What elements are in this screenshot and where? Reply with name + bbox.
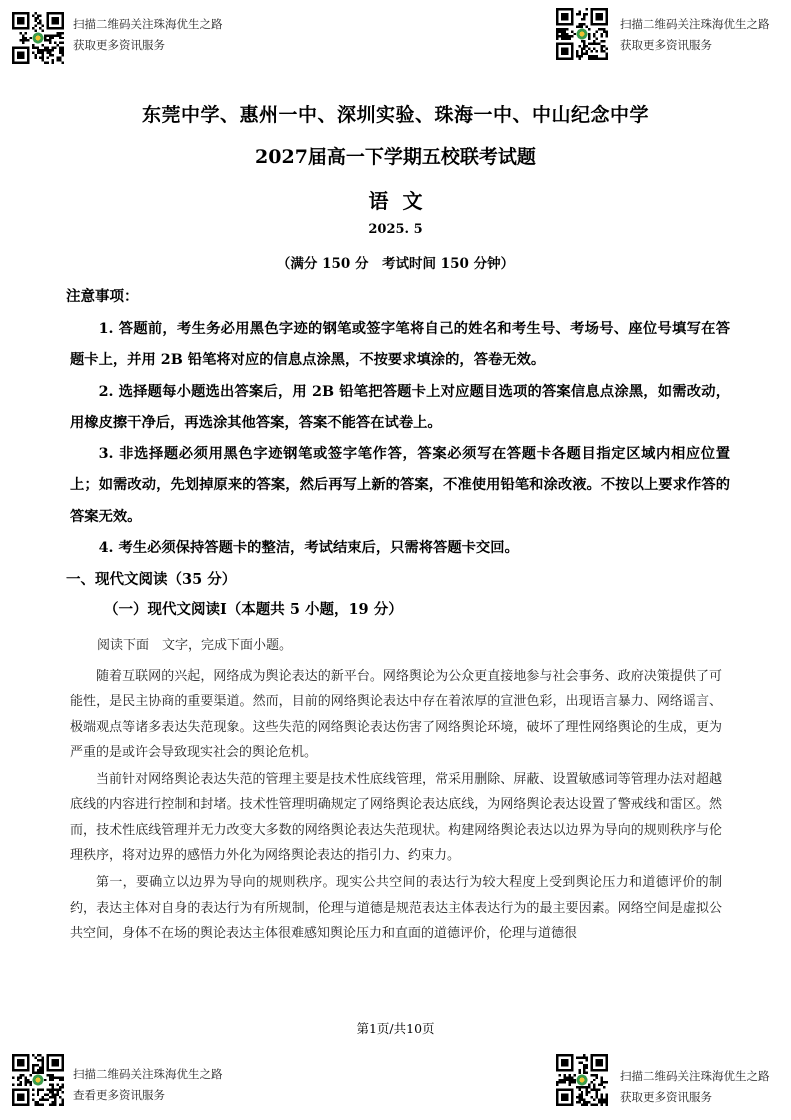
qr-caption-line2: 获取更多资讯服务: [73, 38, 165, 52]
qr-caption-top-left: [73, 14, 223, 56]
qr-caption-line1: 扫描二维码关注珠海优生之路: [73, 1067, 223, 1081]
qr-code-top-right: [556, 8, 608, 60]
page-number: 第1页/共10页: [356, 1021, 435, 1036]
note-item: 2. 选择题每小题选出答案后，用 2B 铅笔把答题卡上对应题目选项的答案信息点涂黑，如需改动，用橡皮擦干净后，再选涂其他答案，答案不能答在试卷上。: [70, 383, 730, 431]
passage-paragraph: 随着互联网的兴起，网络成为舆论表达的新平台。网络舆论为公众更直接地参与社会事务、政府决策提供了可能性，是民主协商的重要渠道。然而，目前的网络舆论表达中存在着浓厚的宣泄色彩，出现语言暴力、网络谣言、极端观点等诸多表达失范现象。这些失范的网络舆论表达伤害了网络舆论环境，破坏了理性网络舆论的生成，更为严重的是或许会导致现实社会的舆论危机。: [70, 669, 722, 760]
qr-code-bottom-right: [556, 1054, 608, 1106]
section-subtitle: （一）现代文阅读Ⅰ（本题共 5 小题，19 分）: [104, 601, 403, 618]
qr-caption-line2: 获取更多资讯服务: [620, 1090, 712, 1104]
qr-caption-line1: 扫描二维码关注珠海优生之路: [620, 1069, 770, 1083]
qr-caption-line2: 获取更多资讯服务: [620, 38, 712, 52]
qr-caption-bottom-left: [73, 1064, 223, 1106]
qr-code-top-left: [12, 12, 64, 64]
note-item: 1. 答题前，考生务必用黑色字迹的钢笔或签字笔将自己的姓名和考生号、考场号、座位号填写在答题卡上，并用 2B 铅笔将对应的信息点涂黑，不按要求填涂的，答卷无效。: [70, 321, 730, 369]
schools-title: 东莞中学、惠州一中、深圳实验、珠海一中、中山纪念中学: [141, 104, 649, 126]
qr-caption-top-right: [620, 14, 770, 56]
notes-heading: 注意事项：: [66, 288, 139, 305]
qr-caption-line1: 扫描二维码关注珠海优生之路: [620, 17, 770, 31]
qr-caption-bottom-right: [620, 1066, 770, 1108]
reading-instruction: 阅读下面 文字，完成下面小题。: [97, 638, 293, 653]
subject-title: 语文: [368, 189, 437, 213]
note-item: 4. 考生必须保持答题卡的整洁，考试结束后，只需将答题卡交回。: [98, 540, 519, 557]
score-time: （满分 150 分 考试时间 150 分钟）: [276, 256, 515, 272]
reading-passage: [70, 664, 722, 946]
note-item: 3. 非选择题必须用黑色字迹钢笔或签字笔作答，答案必须写在答题卡各题目指定区域内相应位置上；如需改动，先划掉原来的答案，然后再写上新的答案，不准使用铅笔和涂改液。不按以上要求作答的答案无效。: [70, 446, 730, 525]
section-title: 一、现代文阅读（35 分）: [66, 571, 237, 588]
exam-title: 2027届高一下学期五校联考试题: [255, 146, 536, 168]
qr-caption-line2: 查看更多资讯服务: [73, 1088, 165, 1102]
qr-code-bottom-left: [12, 1054, 64, 1106]
qr-caption-line1: 扫描二维码关注珠海优生之路: [73, 17, 223, 31]
exam-date: 2025. 5: [368, 222, 423, 237]
notes-list: [70, 314, 730, 564]
passage-paragraph: 第一，要确立以边界为导向的规则秩序。现实公共空间的表达行为较大程度上受到舆论压力和道德评价的制约，表达主体对自身的表达行为有所规制，伦理与道德是规范表达主体表达行为的最主要因素。网络空间是虚拟公共空间，身体不在场的舆论表达主体很难感知舆论压力和直面的道德评价，伦理与道德很: [70, 875, 722, 941]
passage-paragraph: 当前针对网络舆论表达失范的管理主要是技术性底线管理，常采用删除、屏蔽、设置敏感词等管理办法对超越底线的内容进行控制和封堵。技术性管理明确规定了网络舆论表达底线，为网络舆论表达设置了警戒线和雷区。然而，技术性底线管理并无力改变大多数的网络舆论表达失范现状。构建网络舆论表达以边界为导向的规则秩序与伦理秩序，将对边界的感悟力外化为网络舆论表达的指引力、约束力。: [70, 772, 722, 864]
